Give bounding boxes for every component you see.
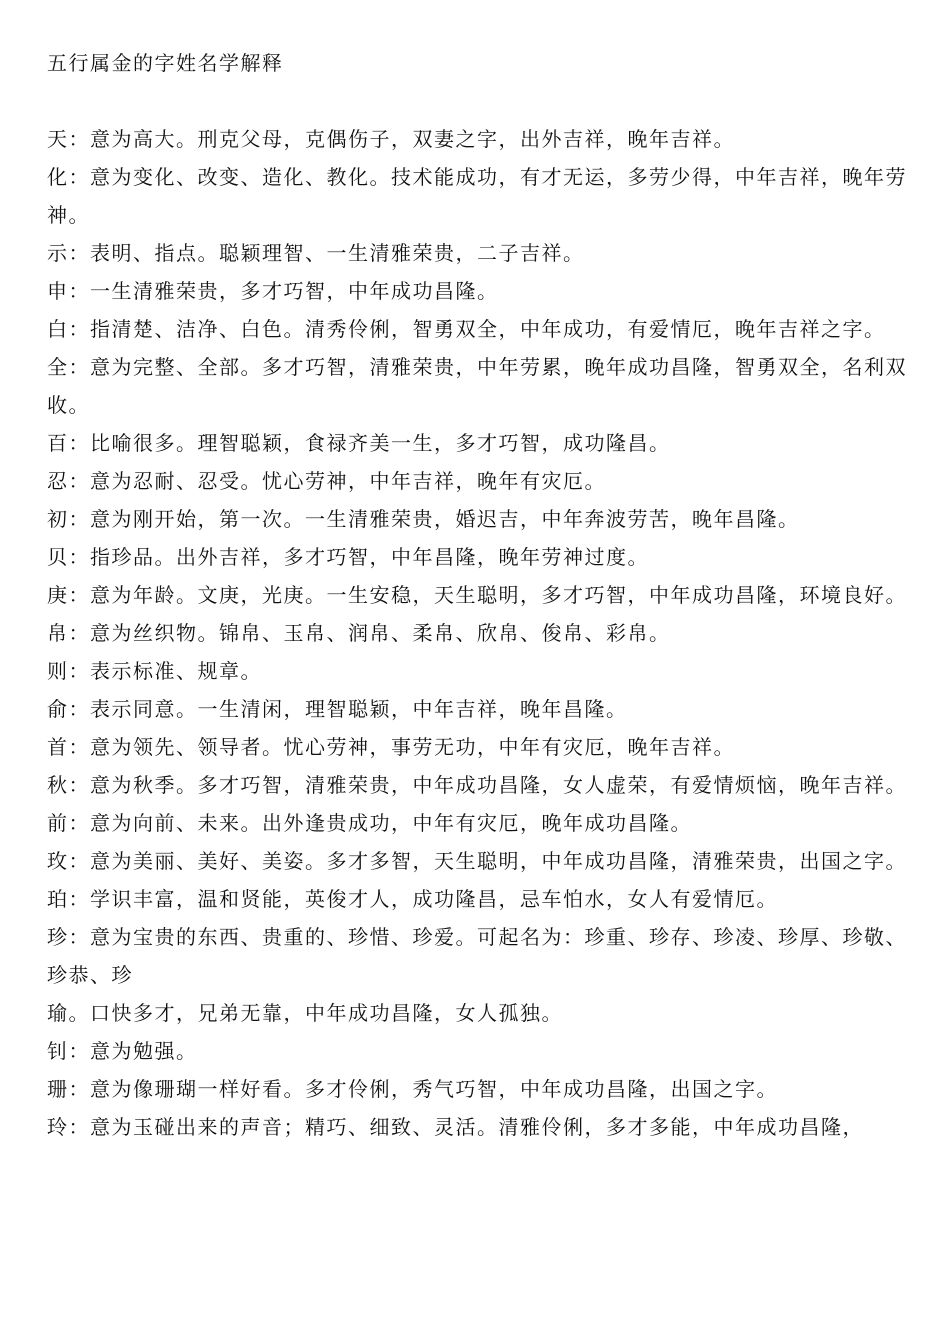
entry-zhao: 钊：意为勉强。 xyxy=(47,1039,198,1063)
entry-tian: 天：意为高大。刑克父母，克偶伤子，双妻之字，出外吉祥，晚年吉祥。 xyxy=(47,127,735,151)
entry-geng: 庚：意为年龄。文庚，光庚。一生安稳，天生聪明，多才巧智，中年成功昌隆，环境良好。 xyxy=(47,583,907,607)
entry-chu: 初：意为刚开始，第一次。一生清雅荣贵，婚迟吉，中年奔波劳苦，晚年昌隆。 xyxy=(47,507,800,531)
entry-quan: 全：意为完整、全部。多才巧智，清雅荣贵，中年劳累，晚年成功昌隆，智勇双全，名利双收。 xyxy=(47,355,907,417)
document-title: 五行属金的字姓名学解释 xyxy=(47,51,284,75)
entry-ren: 忍：意为忍耐、忍受。忧心劳神，中年吉祥，晚年有灾厄。 xyxy=(47,469,606,493)
entry-bai-hundred: 百：比喻很多。理智聪颖，食禄齐美一生，多才巧智，成功隆昌。 xyxy=(47,431,671,455)
entry-shan: 珊：意为像珊瑚一样好看。多才伶俐，秀气巧智，中年成功昌隆，出国之字。 xyxy=(47,1077,778,1101)
entry-shou: 首：意为领先、领导者。忧心劳神，事劳无功，中年有灾厄，晚年吉祥。 xyxy=(47,735,735,759)
entry-qian: 前：意为向前、未来。出外逢贵成功，中年有灾厄，晚年成功昌隆。 xyxy=(47,811,692,835)
entry-ling: 玲：意为玉碰出来的声音；精巧、细致、灵活。清雅伶俐，多才多能，中年成功昌隆， xyxy=(47,1115,864,1139)
entry-shi: 示：表明、指点。聪颖理智、一生清雅荣贵，二子吉祥。 xyxy=(47,241,585,265)
entry-ze: 则：表示标准、规章。 xyxy=(47,659,262,683)
entry-qiu: 秋：意为秋季。多才巧智，清雅荣贵，中年成功昌隆，女人虚荣，有爱情烦恼，晚年吉祥。 xyxy=(47,773,907,797)
entry-zhen: 珍：意为宝贵的东西、贵重的、珍惜、珍爱。可起名为：珍重、珍存、珍凌、珍厚、珍敬、珍恭、珍 xyxy=(47,925,907,987)
entry-bei: 贝：指珍品。出外吉祥，多才巧智，中年昌隆，晚年劳神过度。 xyxy=(47,545,649,569)
document-page xyxy=(47,44,907,1146)
entry-mei: 玫：意为美丽、美好、美姿。多才多智，天生聪明，中年成功昌隆，清雅荣贵，出国之字。 xyxy=(47,849,907,873)
entry-hua: 化：意为变化、改变、造化、教化。技术能成功，有才无运，多劳少得，中年吉祥，晚年劳神。 xyxy=(47,165,907,227)
entry-yu-jade: 瑜。口快多才，兄弟无靠，中年成功昌隆，女人孤独。 xyxy=(47,1001,563,1025)
entry-bai-white: 白：指清楚、洁净、白色。清秀伶俐，智勇双全，中年成功，有爱情厄，晚年吉祥之字。 xyxy=(47,317,886,341)
entry-po: 珀：学识丰富，温和贤能，英俊才人，成功隆昌，忌车怕水，女人有爱情厄。 xyxy=(47,887,778,911)
entry-bo: 帛：意为丝织物。锦帛、玉帛、润帛、柔帛、欣帛、俊帛、彩帛。 xyxy=(47,621,671,645)
entry-list xyxy=(47,120,907,1146)
entry-yu: 俞：表示同意。一生清闲，理智聪颖，中年吉祥，晚年昌隆。 xyxy=(47,697,628,721)
entry-shen: 申：一生清雅荣贵，多才巧智，中年成功昌隆。 xyxy=(47,279,499,303)
